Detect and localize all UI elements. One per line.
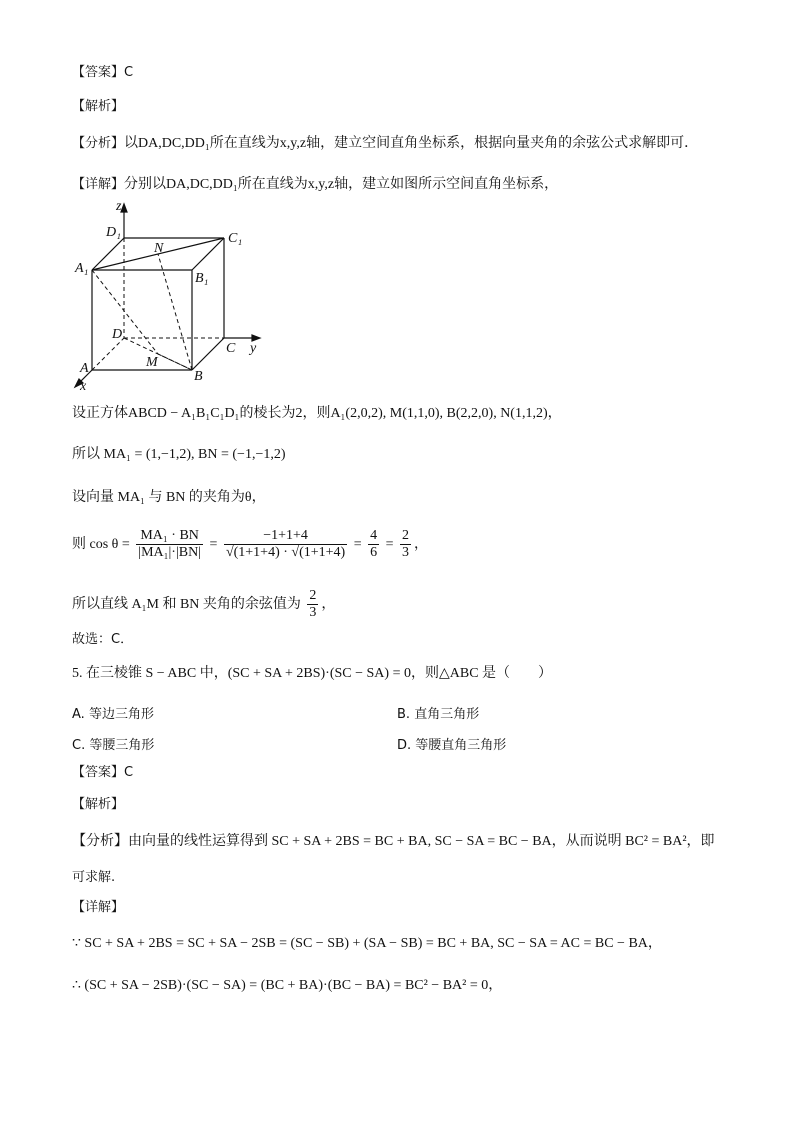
analysis-line — [72, 135, 698, 153]
label-B1: B₁ — [195, 271, 209, 286]
conclusion-suffix: ， — [321, 597, 336, 612]
label-M: M — [146, 355, 158, 370]
analysis-heading: 【解析】 — [72, 99, 125, 114]
label-x: x — [80, 379, 87, 392]
q5-stem: 5. 在三棱锥 S − ABC 中，(SC + SA + 2BS)·(SC − SA) = 0，则△ABC 是（ ） — [72, 666, 553, 681]
label-D1: D₁ — [106, 225, 121, 240]
label-z: z — [116, 200, 122, 214]
option-c — [72, 734, 154, 753]
option-c-text: 等腰三角形 — [89, 738, 155, 753]
equals-3: = — [385, 537, 394, 552]
conclusion-num: 2 — [309, 588, 317, 604]
q5-analysis-text-1: 由向量的线性运算得到 SC + SA + 2BS = BC + BA, SC − SA = BC − BA，从而说明 BC² = BA²，即 — [128, 834, 715, 849]
equals-2: = — [353, 537, 362, 552]
detail-line — [72, 176, 558, 194]
label-C1: C₁ — [228, 231, 243, 246]
cos-frac-3 — [368, 528, 379, 561]
q5-analysis-label: 【分析】 — [72, 834, 128, 849]
label-C: C — [226, 341, 236, 356]
option-d-text: 等腰直角三角形 — [415, 738, 507, 753]
cube-figure — [72, 200, 272, 392]
answer-line: 【答案】C — [72, 65, 134, 80]
label-A: A — [80, 361, 89, 376]
q5-analysis-cont: 可求解. — [72, 870, 116, 885]
conclusion-frac — [307, 588, 318, 621]
cos-frac-1 — [136, 528, 203, 561]
option-a-text: 等边三角形 — [88, 707, 154, 722]
vectors-line: 所以 MA₁ = (1,−1,2), BN = (−1,−1,2) — [72, 447, 286, 462]
option-d — [397, 734, 506, 753]
equals-1: = — [209, 537, 218, 552]
cos-frac-1-num: MA₁ · BN — [136, 528, 203, 545]
q5-analysis-heading: 【解析】 — [72, 797, 125, 812]
analysis-label: 【分析】 — [72, 136, 125, 151]
cos-frac-2 — [224, 528, 347, 561]
analysis-text: 以DA,DC,DD₁所在直线为x,y,z轴，建立空间直角坐标系，根据向量夹角的余弦公式求解即可． — [124, 136, 699, 151]
angle-def-line: 设向量 MA₁ 与 BN 的夹角为θ， — [72, 490, 266, 505]
choose-line: 故选：C． — [72, 632, 134, 647]
option-b-text: 直角三角形 — [414, 707, 480, 722]
detail-label: 【详解】 — [72, 177, 125, 192]
cos-frac-1-den: |MA₁|·|BN| — [138, 545, 202, 561]
cos-formula-line — [72, 528, 428, 562]
label-A1: A₁ — [75, 261, 89, 276]
cos-frac-3-den: 6 — [370, 545, 378, 561]
label-N: N — [154, 241, 164, 256]
cos-frac-4-den: 3 — [402, 545, 410, 561]
q5-analysis-line — [72, 833, 715, 851]
cos-frac-2-num: −1+1+4 — [224, 528, 347, 545]
cos-frac-4 — [400, 528, 411, 561]
conclusion-prefix: 所以直线 A₁M 和 BN 夹角的余弦值为 — [72, 597, 301, 612]
q5-answer: 【答案】C — [72, 765, 134, 780]
q5-step-2: ∴ (SC + SA − 2SB)·(SC − SA) = (BC + BA)·(BC − BA) = BC² − BA² = 0， — [72, 978, 503, 993]
conclusion-den: 3 — [309, 605, 317, 621]
detail-text: 分别以DA,DC,DD₁所在直线为x,y,z轴，建立如图所示空间直角坐标系， — [124, 177, 559, 192]
label-D: D — [112, 327, 123, 342]
q5-step-1: ∵ SC + SA + 2BS = SC + SA − 2SB = (SC − SB) + (SA − SB) = BC + BA, SC − SA = AC = BC − BA， — [72, 936, 662, 951]
label-B: B — [194, 369, 203, 384]
option-a — [72, 703, 154, 722]
option-b — [397, 703, 479, 722]
label-y: y — [250, 341, 257, 356]
cos-frac-4-num: 2 — [402, 528, 410, 544]
cos-frac-3-num: 4 — [370, 528, 378, 544]
setup-line: 设正方体ABCD − A₁B₁C₁D₁的棱长为2，则A₁(2,0,2), M(1,1,0), B(2,2,0), N(1,1,2)， — [72, 406, 562, 421]
option-b-label: B. — [397, 707, 411, 722]
conclusion-line — [72, 588, 335, 622]
cos-frac-2-den: √(1+1+4) · √(1+1+4) — [225, 545, 346, 561]
q5-detail-heading: 【详解】 — [72, 900, 125, 915]
option-c-label: C. — [72, 738, 86, 753]
cos-prefix: 则 cos θ = — [72, 537, 130, 552]
option-d-label: D. — [397, 738, 412, 753]
option-a-label: A. — [72, 707, 85, 722]
comma: ， — [414, 537, 429, 552]
